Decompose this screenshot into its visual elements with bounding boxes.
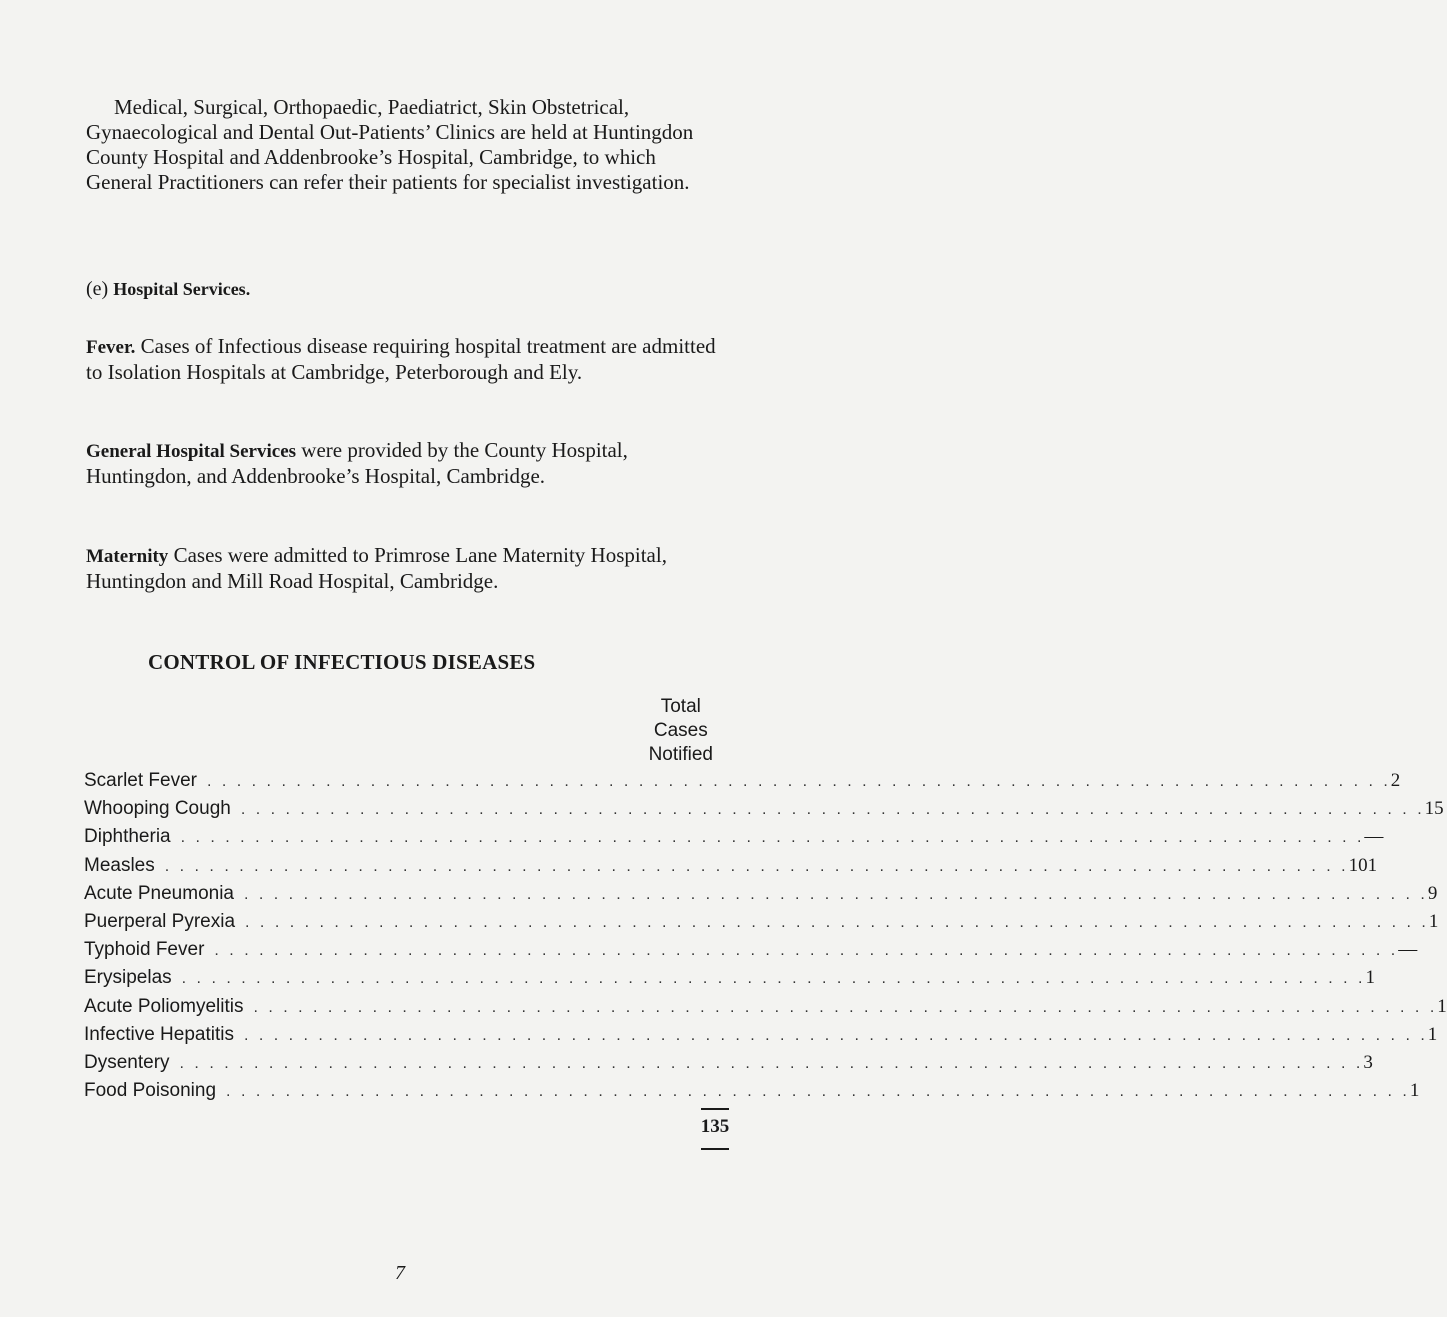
cases-value: — [1398,939,1418,961]
table-row [84,882,1438,911]
column-header-line: Total [660,696,701,717]
dot-leader: . . . . . . . . . . . . . . . . . . . . . . . . . . . . . . . . . . . . . . . . . . . . . . . . . . . . . . . . . . . . . . . . . . . . . . . . . . . . . . . . [240,801,1425,819]
general-lead: General Hospital Services [86,441,297,462]
general-text: were provided by the County Hospital, Huntingdon, and Addenbrooke’s Hospital, Cambridge. [86,438,628,488]
cases-value: 1 [1365,967,1375,989]
disease-table [84,770,1447,1108]
dot-leader: . . . . . . . . . . . . . . . . . . . . . . . . . . . . . . . . . . . . . . . . . . . . . . . . . . . . . . . . . . . . . . . . . . . . . . . . . . . . . . . . [226,1083,1410,1101]
table-row [84,939,1418,967]
cases-value: 1 [1428,910,1439,932]
column-header-line: Notified [648,744,713,765]
page-mark: 7 [395,1262,405,1284]
disease-name: Puerperal Pyrexia [84,910,236,932]
table-row [84,910,1439,939]
general-hospital-paragraph [86,438,716,489]
cases-value: 9 [1427,882,1438,904]
maternity-paragraph [86,543,716,594]
dot-leader: . . . . . . . . . . . . . . . . . . . . . . . . . . . . . . . . . . . . . . . . . . . . . . . . . . . . . . . . . . . . . . . . . . . . . . . . . . . . . . . . [179,1054,1364,1072]
dot-leader: . . . . . . . . . . . . . . . . . . . . . . . . . . . . . . . . . . . . . . . . . . . . . . . . . . . . . . . . . . . . . . . . . . . . . . . . . . . . . . . . [181,970,1366,988]
table-row [84,826,1384,854]
table-row [84,967,1375,995]
table-row [84,854,1378,883]
disease-name: Dysentery [84,1051,170,1073]
section-heading [86,278,250,301]
total-value: 135 [700,1116,730,1137]
table-row [84,1080,1420,1108]
section-title: Hospital Services. [113,279,251,299]
table-row [84,770,1401,798]
cases-value: 1 [1437,995,1447,1017]
disease-name: Acute Poliomyelitis [84,995,244,1017]
cases-value: 1 [1427,1023,1438,1045]
disease-name: Erysipelas [84,967,172,989]
disease-name: Scarlet Fever [84,770,197,791]
cases-value: 15 [1424,798,1444,820]
cases-value: 101 [1348,854,1378,876]
disease-name: Acute Pneumonia [84,882,234,904]
disease-name: Diphtheria [84,826,171,848]
control-title: CONTROL OF INFECTIOUS DISEASES [148,650,536,674]
intro-paragraph: Medical, Surgical, Orthopaedic, Paediatrict, Skin Obstetrical, Gynaecological and Dental Out-Patients’ Clinics are held at Huntingdon County Hospital and Addenbrooke’s Hospital, Cambridge, to which General Practitioners can refer their patients for specialist investigation. [86,95,694,194]
table-row [84,1051,1373,1080]
disease-name: Measles [84,854,155,876]
dot-leader: . . . . . . . . . . . . . . . . . . . . . . . . . . . . . . . . . . . . . . . . . . . . . . . . . . . . . . . . . . . . . . . . . . . . . . . . . . . . . . . . [164,857,1349,875]
disease-name: Typhoid Fever [84,939,205,961]
total-block [694,1108,736,1150]
total-rule-top [701,1108,729,1110]
fever-text: Cases of Infectious disease requiring hospital treatment are admitted to Isolation Hospitals at Cambridge, Peterborough and Ely. [86,334,716,384]
fever-lead: Fever. [86,337,136,358]
dot-leader: . . . . . . . . . . . . . . . . . . . . . . . . . . . . . . . . . . . . . . . . . . . . . . . . . . . . . . . . . . . . . . . . . . . . . . . . . . . . . . . . [253,998,1438,1016]
disease-name: Infective Hepatitis [84,1023,234,1045]
column-header [649,695,713,767]
maternity-lead: Maternity [86,546,169,567]
dot-leader: . . . . . . . . . . . . . . . . . . . . . . . . . . . . . . . . . . . . . . . . . . . . . . . . . . . . . . . . . . . . . . . . . . . . . . . . . . . . . . . . [206,773,1391,790]
cases-value: — [1364,826,1384,848]
column-header-line: Cases [653,720,708,741]
section-marker: (e) [86,278,109,300]
table-row [84,798,1444,826]
total-rule-bottom [701,1148,729,1150]
dot-leader: . . . . . . . . . . . . . . . . . . . . . . . . . . . . . . . . . . . . . . . . . . . . . . . . . . . . . . . . . . . . . . . . . . . . . . . . . . . . . . . . [244,885,1428,903]
dot-leader: . . . . . . . . . . . . . . . . . . . . . . . . . . . . . . . . . . . . . . . . . . . . . . . . . . . . . . . . . . . . . . . . . . . . . . . . . . . . . . . . [243,1026,1428,1044]
dot-leader: . . . . . . . . . . . . . . . . . . . . . . . . . . . . . . . . . . . . . . . . . . . . . . . . . . . . . . . . . . . . . . . . . . . . . . . . . . . . . . . . [180,829,1365,847]
disease-name: Whooping Cough [84,798,231,820]
fever-paragraph [86,334,716,385]
cases-value: 3 [1363,1051,1373,1073]
cases-value: 1 [1409,1080,1420,1102]
dot-leader: . . . . . . . . . . . . . . . . . . . . . . . . . . . . . . . . . . . . . . . . . . . . . . . . . . . . . . . . . . . . . . . . . . . . . . . . . . . . . . . . [245,913,1429,931]
disease-name: Food Poisoning [84,1080,217,1102]
dot-leader: . . . . . . . . . . . . . . . . . . . . . . . . . . . . . . . . . . . . . . . . . . . . . . . . . . . . . . . . . . . . . . . . . . . . . . . . . . . . . . . . [214,942,1399,960]
table-row [84,1023,1438,1052]
table-row [84,995,1447,1024]
cases-value: 2 [1390,770,1401,791]
maternity-text: Cases were admitted to Primrose Lane Maternity Hospital, Huntingdon and Mill Road Hospital, Cambridge. [86,543,667,593]
